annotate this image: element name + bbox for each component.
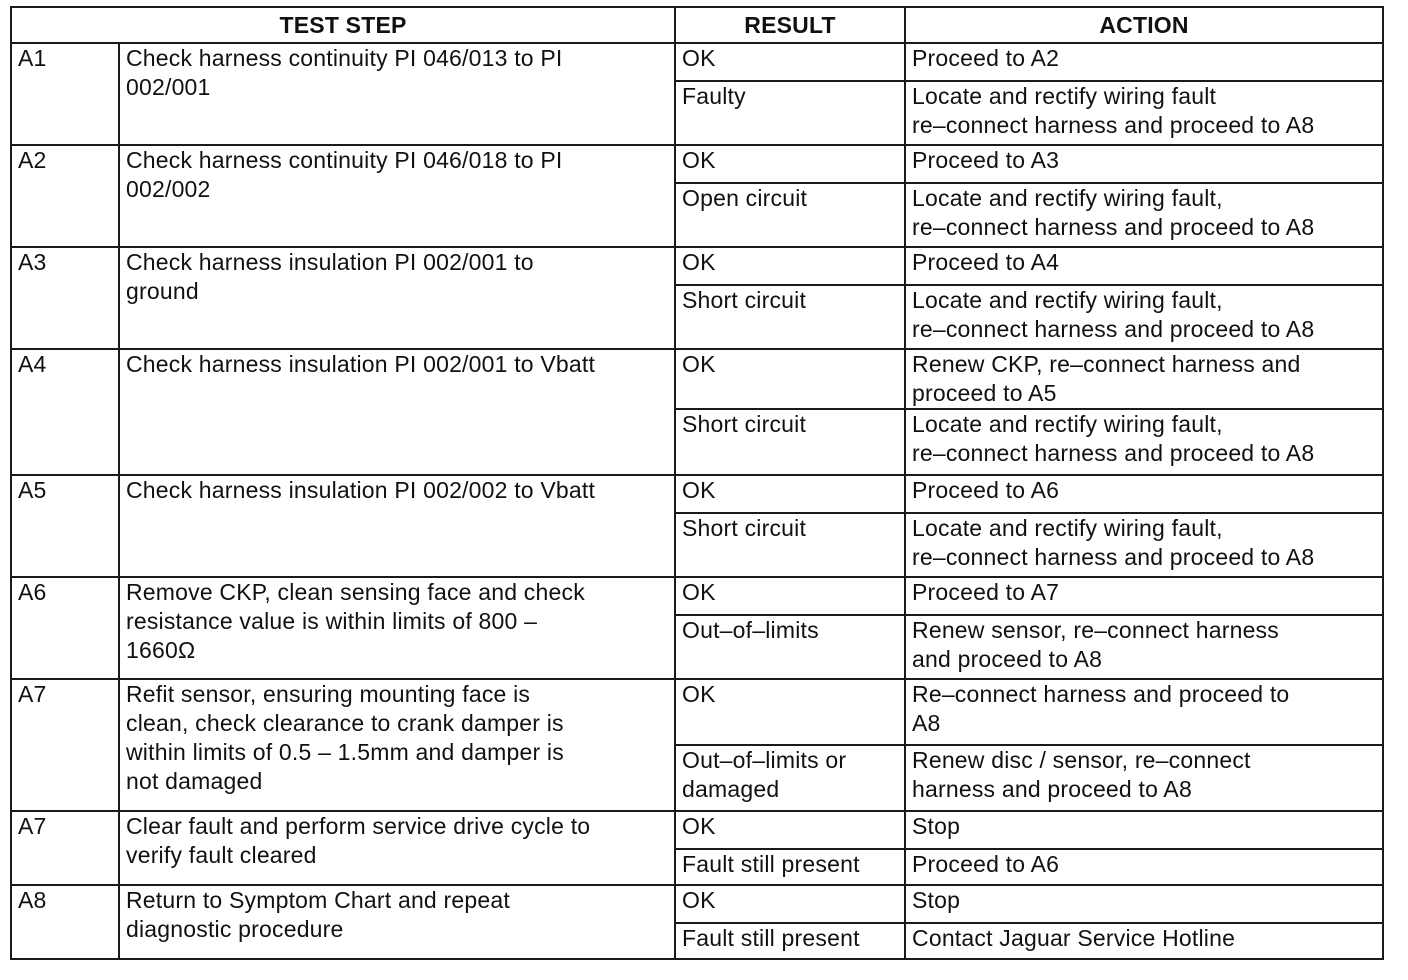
step-result: Faulty <box>675 81 905 145</box>
step-action: Proceed to A6 <box>905 475 1383 513</box>
step-result: OK <box>675 145 905 183</box>
diagnostic-table <box>10 6 1384 960</box>
step-id: A2 <box>11 145 119 247</box>
table-row <box>11 679 1383 745</box>
table-row <box>11 475 1383 513</box>
step-id: A6 <box>11 577 119 679</box>
step-action: Proceed to A6 <box>905 849 1383 885</box>
step-description: Check harness continuity PI 046/018 to PI 002/002 <box>119 145 675 247</box>
step-id: A8 <box>11 885 119 959</box>
step-description: Refit sensor, ensuring mounting face is clean, check clearance to crank damper is within limits of 0.5 – 1.5mm and damper is not damaged <box>119 679 675 811</box>
step-result: OK <box>675 679 905 745</box>
header-result: RESULT <box>675 7 905 43</box>
step-id: A7 <box>11 679 119 811</box>
table-body <box>11 43 1383 959</box>
step-description: Check harness insulation PI 002/002 to Vbatt <box>119 475 675 577</box>
step-description: Return to Symptom Chart and repeat diagnostic procedure <box>119 885 675 959</box>
step-action: Proceed to A3 <box>905 145 1383 183</box>
step-result: OK <box>675 475 905 513</box>
step-description: Remove CKP, clean sensing face and check resistance value is within limits of 800 – 1660Ω <box>119 577 675 679</box>
step-result: OK <box>675 349 905 409</box>
step-action: Contact Jaguar Service Hotline <box>905 923 1383 959</box>
step-result: Short circuit <box>675 513 905 577</box>
step-result: Short circuit <box>675 285 905 349</box>
step-id: A4 <box>11 349 119 475</box>
step-action: Locate and rectify wiring fault, re–connect harness and proceed to A8 <box>905 513 1383 577</box>
step-description: Clear fault and perform service drive cycle to verify fault cleared <box>119 811 675 885</box>
step-action: Renew disc / sensor, re–connect harness and proceed to A8 <box>905 745 1383 811</box>
step-result: Fault still present <box>675 923 905 959</box>
step-result: Short circuit <box>675 409 905 475</box>
step-result: OK <box>675 577 905 615</box>
step-action: Proceed to A7 <box>905 577 1383 615</box>
step-description: Check harness insulation PI 002/001 to ground <box>119 247 675 349</box>
step-action: Re–connect harness and proceed to A8 <box>905 679 1383 745</box>
step-result: Out–of–limits or damaged <box>675 745 905 811</box>
step-description: Check harness continuity PI 046/013 to PI 002/001 <box>119 43 675 145</box>
step-result: Fault still present <box>675 849 905 885</box>
step-action: Proceed to A4 <box>905 247 1383 285</box>
step-result: OK <box>675 885 905 923</box>
step-action: Locate and rectify wiring fault, re–connect harness and proceed to A8 <box>905 409 1383 475</box>
header-action: ACTION <box>905 7 1383 43</box>
step-action: Locate and rectify wiring fault re–connect harness and proceed to A8 <box>905 81 1383 145</box>
step-action: Renew CKP, re–connect harness and proceed to A5 <box>905 349 1383 409</box>
table-row <box>11 247 1383 285</box>
step-action: Locate and rectify wiring fault, re–connect harness and proceed to A8 <box>905 285 1383 349</box>
header-test-step: TEST STEP <box>11 7 675 43</box>
step-action: Renew sensor, re–connect harness and proceed to A8 <box>905 615 1383 679</box>
step-action: Stop <box>905 811 1383 849</box>
step-result: OK <box>675 811 905 849</box>
table-row <box>11 577 1383 615</box>
table-row <box>11 885 1383 923</box>
step-result: OK <box>675 43 905 81</box>
step-description: Check harness insulation PI 002/001 to Vbatt <box>119 349 675 475</box>
step-action: Locate and rectify wiring fault, re–connect harness and proceed to A8 <box>905 183 1383 247</box>
step-action: Stop <box>905 885 1383 923</box>
step-id: A7 <box>11 811 119 885</box>
step-id: A3 <box>11 247 119 349</box>
step-result: Open circuit <box>675 183 905 247</box>
header-row <box>11 7 1383 43</box>
step-id: A1 <box>11 43 119 145</box>
table-row <box>11 43 1383 81</box>
step-result: Out–of–limits <box>675 615 905 679</box>
step-id: A5 <box>11 475 119 577</box>
table-row <box>11 811 1383 849</box>
table-row <box>11 349 1383 409</box>
table-row <box>11 145 1383 183</box>
step-action: Proceed to A2 <box>905 43 1383 81</box>
step-result: OK <box>675 247 905 285</box>
